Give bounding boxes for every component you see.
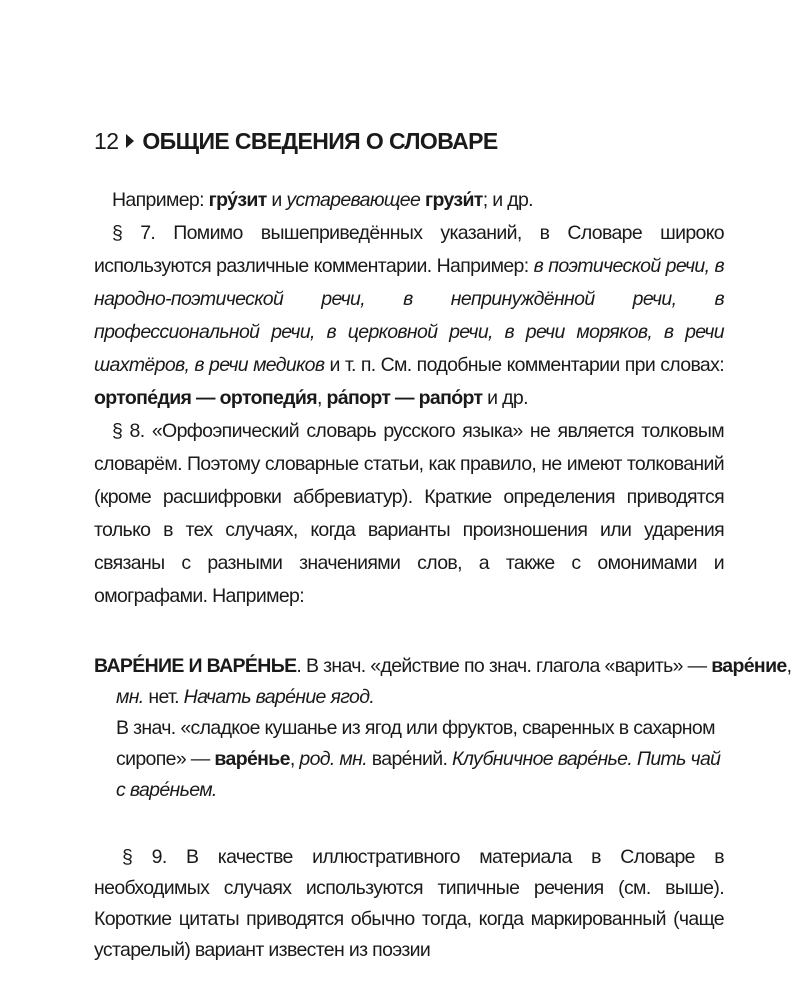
text-run: сиропе» — [116, 748, 215, 770]
header-title: ОБЩИЕ СВЕДЕНИЯ О СЛОВАРЕ [142, 127, 498, 154]
text-run: , [316, 387, 327, 409]
entry-line-3: В знач. «сладкое кушанье из ягод или фруктов, сваренных в сахарном [116, 717, 715, 739]
body-text [94, 184, 724, 613]
section-8: § 8. «Орфоэпический словарь русского языка» не является толковым словарём. Поэтому словарные статьи, как правило, не имеют толкований (кроме расшифровки аббревиатур). Краткие определения приводятся только в тех случаях, когда варианты произношения или ударения связаны с разными значениями слов, а также с омонимами и омографами. Например: [94, 420, 724, 607]
italic-example: Клубничное варе́нье. Пить чай [451, 748, 721, 770]
text-run: § 7. Помимо вышеприведённых указаний, в Словаре широко используются различные комментарии. Например: [94, 222, 724, 277]
text-run: . В знач. «действие по знач. глагола «варить» — [296, 655, 712, 677]
italic-comments: в поэтической речи, в народно-поэтической речи, в непринуждённой речи, в профессиональной речи, в церковной речи, в речи моряков, в речи шахтёров, в речи медиков [94, 255, 725, 376]
page-number: 12 [94, 127, 119, 154]
text-run: и др. [482, 387, 528, 409]
bold-word: гру́зит [208, 189, 267, 211]
bold-word: грузи́т [424, 189, 483, 211]
bold-word: ортопе́дия — ортопеди́я [94, 387, 317, 409]
section-9-block [94, 842, 724, 966]
text-run: Например: [112, 189, 209, 211]
entry-line-4 [94, 744, 724, 775]
entry-line-1 [94, 651, 792, 682]
text-run: нет. [143, 686, 184, 708]
running-header [94, 124, 724, 158]
dictionary-entry [94, 651, 792, 806]
entry-line-2 [94, 682, 724, 713]
italic-note: род. мн. [299, 748, 367, 770]
triangle-right-icon [126, 134, 134, 148]
example-paragraph [94, 184, 724, 217]
text-run: и т. п. См. подобные комментарии при словах: [324, 354, 724, 376]
italic-note: устаревающее [286, 189, 421, 211]
section-7 [94, 217, 724, 415]
section-9: § 9. В качестве иллюстративного материала в Словаре в необходимых случаях используются типичные речения (см. выше). Короткие цитаты приводятся обычно тогда, когда маркированный (чаще устарелый) вариант известен из поэзии [94, 846, 724, 961]
page [94, 124, 792, 966]
bold-word: варе́ние [711, 655, 787, 677]
text-run: варе́ний. [367, 748, 452, 770]
entry-headword: ВАРЕ́НИЕ И ВАРЕ́НЬЕ [94, 655, 297, 677]
text-run: , [786, 655, 792, 677]
text-run: и [266, 189, 287, 211]
text-run: ; и др. [482, 189, 533, 211]
italic-example: с варе́ньем. [116, 779, 217, 801]
bold-word: варе́нье [214, 748, 290, 770]
bold-word: ра́порт — рапо́рт [326, 387, 483, 409]
italic-example: Начать варе́ние ягод. [183, 686, 375, 708]
italic-note: мн. [116, 686, 144, 708]
entry-line-5 [94, 775, 724, 806]
text-run: , [289, 748, 300, 770]
